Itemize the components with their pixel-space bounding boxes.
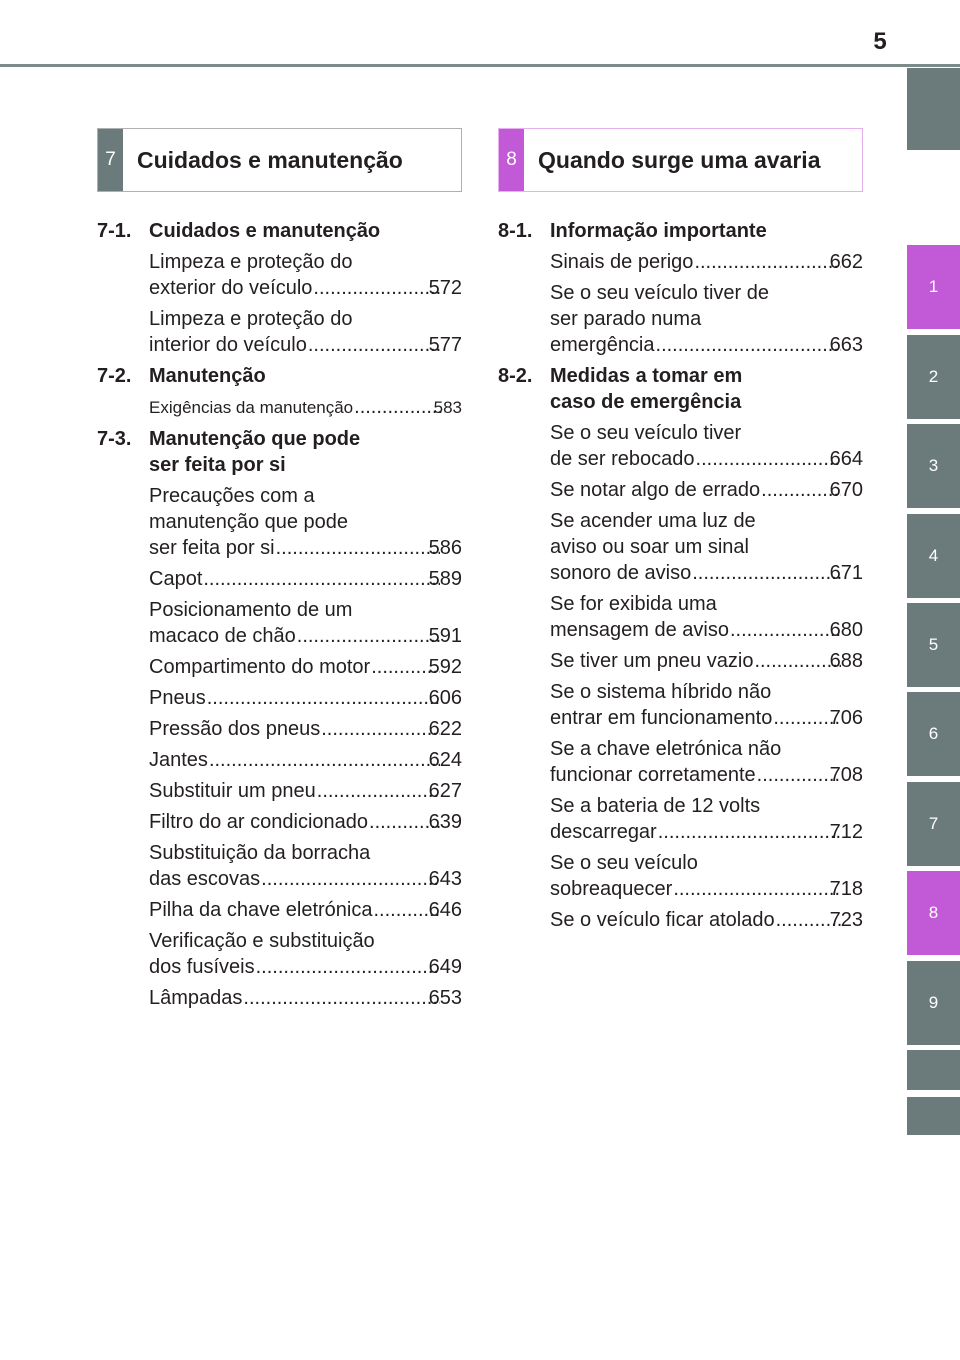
toc-entry-text: Pressão dos pneus (149, 718, 321, 740)
chapter-tab-9[interactable]: 9 (907, 961, 960, 1045)
toc-page-number: 624 (428, 749, 462, 771)
toc-entry-line (550, 679, 863, 705)
toc-entry[interactable] (149, 483, 462, 561)
toc-entry[interactable] (550, 591, 863, 643)
toc-entry-line (550, 332, 863, 358)
toc-entry[interactable] (149, 566, 462, 592)
toc-page-number: 589 (428, 568, 462, 590)
toc-entry-line (550, 819, 863, 845)
chapter-tab-6[interactable]: 6 (907, 692, 960, 776)
section-heading[interactable] (97, 426, 462, 478)
toc-page-number: 586 (428, 537, 462, 559)
toc-page-number: 680 (829, 619, 863, 641)
toc-entry[interactable] (149, 985, 462, 1011)
toc-entry-line (550, 560, 863, 586)
dot-leader (207, 685, 440, 711)
toc-entry[interactable] (149, 716, 462, 742)
dot-leader (243, 985, 439, 1011)
section-title (149, 218, 462, 244)
section-title (149, 363, 462, 389)
toc-page-number: 577 (428, 334, 462, 356)
section-title-line: Manutenção que pode (149, 428, 361, 450)
toc-entry-text: Se acender uma luz de (550, 510, 756, 532)
toc-page-number: 662 (829, 251, 863, 273)
toc-page-number: 664 (829, 448, 863, 470)
toc-entry-text: interior do veículo (149, 334, 307, 356)
toc-entry-text: Se a bateria de 12 volts (550, 795, 761, 817)
chapter-tab-2[interactable]: 2 (907, 335, 960, 419)
toc-entry-line (550, 793, 863, 819)
chapter-number: 8 (499, 129, 524, 191)
toc-entry-text: descarregar (550, 821, 657, 843)
chapter-tab-blank[interactable] (907, 1097, 960, 1135)
toc-entry[interactable] (149, 928, 462, 980)
toc-entry-text: manutenção que pode (149, 511, 349, 533)
toc-entry[interactable] (550, 249, 863, 275)
toc-entry-line (149, 509, 462, 535)
toc-entry[interactable] (550, 679, 863, 731)
toc-entry[interactable] (149, 778, 462, 804)
toc-entry-text: das escovas (149, 868, 261, 890)
toc-entry-line (550, 477, 863, 503)
toc-entry-line (550, 249, 863, 275)
toc-entry-text: Substituição da borracha (149, 842, 371, 864)
chapter-title: Quando surge uma avaria (538, 146, 821, 173)
dot-leader (321, 716, 439, 742)
header-rule (0, 64, 960, 67)
toc-entry[interactable] (149, 897, 462, 923)
toc-entry-line (149, 954, 462, 980)
toc-entry-text: sonoro de aviso (550, 562, 692, 584)
toc-entry-text: dos fusíveis (149, 956, 255, 978)
toc-entry-text: entrar em funcionamento (550, 707, 773, 729)
dot-leader (696, 446, 841, 472)
toc-section (97, 363, 462, 421)
toc-entry-line (149, 716, 462, 742)
toc-entry-text: Compartimento do motor (149, 656, 371, 678)
toc-entry-line (149, 332, 462, 358)
chapter-header (97, 128, 462, 192)
section-heading[interactable] (97, 218, 462, 244)
toc-entry[interactable] (550, 907, 863, 933)
section-title-line: Informação importante (550, 220, 767, 242)
section-number: 7-1. (97, 220, 132, 242)
toc-entry-text: Posicionamento de um (149, 599, 353, 621)
toc-entry[interactable] (550, 280, 863, 358)
toc-entry-text: Pilha da chave eletrónica (149, 899, 373, 921)
toc-entry[interactable] (550, 793, 863, 845)
toc-page-number: 572 (428, 277, 462, 299)
toc-entry-line (550, 762, 863, 788)
toc-page-number: 663 (829, 334, 863, 356)
toc-entry-line (550, 446, 863, 472)
section-list (97, 218, 462, 1011)
section-title (149, 426, 462, 478)
dot-leader (694, 249, 840, 275)
toc-entry-text: funcionar corretamente (550, 764, 756, 786)
toc-page-number: 688 (829, 650, 863, 672)
section-number: 8-1. (498, 220, 533, 242)
toc-page-number: 708 (829, 764, 863, 786)
toc-entry-line (550, 280, 863, 306)
section-title (550, 363, 863, 415)
toc-entry-text: Sinais de perigo (550, 251, 694, 273)
toc-entry-line (149, 654, 462, 680)
toc-entry-line (149, 840, 462, 866)
section-title-line: Cuidados e manutenção (149, 220, 381, 242)
toc-entry[interactable] (550, 420, 863, 472)
toc-entry-text: Limpeza e proteção do (149, 251, 353, 273)
toc-page-number: 718 (829, 878, 863, 900)
toc-entry-text: Jantes (149, 749, 208, 771)
toc-entry-line (149, 483, 462, 509)
chapter-header (498, 128, 863, 192)
chapter-tab-4[interactable]: 4 (907, 514, 960, 598)
dot-leader (313, 275, 439, 301)
chapter-tab-1[interactable]: 1 (907, 245, 960, 329)
section-title-line: ser feita por si (149, 454, 286, 476)
toc-page-number: 646 (428, 899, 462, 921)
toc-entry-line (149, 566, 462, 592)
toc-entry-line (149, 306, 462, 332)
toc-entry-line (149, 623, 462, 649)
toc-entry[interactable] (149, 809, 462, 835)
toc-entry[interactable] (149, 306, 462, 358)
toc-entry[interactable] (149, 597, 462, 649)
dot-leader (761, 477, 840, 503)
section-number: 7-2. (97, 365, 132, 387)
toc-entry[interactable] (550, 508, 863, 586)
page-number: 5 (873, 28, 887, 55)
toc-entry-text: Se o seu veículo (550, 852, 698, 874)
toc-entry-text: Verificação e substituição (149, 930, 375, 952)
toc-entry-line (149, 809, 462, 835)
toc-entry-line (149, 897, 462, 923)
dot-leader (754, 648, 840, 674)
toc-entry-text: macaco de chão (149, 625, 296, 647)
dot-leader (297, 623, 440, 649)
toc-entry-text: exterior do veículo (149, 277, 313, 299)
toc-entry-line (550, 508, 863, 534)
toc-entry-line (550, 306, 863, 332)
dot-leader (658, 819, 841, 845)
section-list (498, 218, 863, 933)
toc-entry-text: Pneus (149, 687, 206, 709)
toc-entry-text: Se for exibida uma (550, 593, 717, 615)
dot-leader (673, 876, 840, 902)
toc-entry-text: Substituir um pneu (149, 780, 316, 802)
toc-entry-text: Capot (149, 568, 203, 590)
toc-entry[interactable] (149, 654, 462, 680)
toc-page-number: 653 (428, 987, 462, 1009)
toc-section (498, 363, 863, 933)
dot-leader (656, 332, 841, 358)
toc-entry[interactable] (550, 850, 863, 902)
chapter-tab-7[interactable]: 7 (907, 782, 960, 866)
toc-entry-text: Filtro do ar condicionado (149, 811, 369, 833)
toc-entry-text: sobreaquecer (550, 878, 673, 900)
toc-entry-line (550, 591, 863, 617)
toc-entry-line (149, 597, 462, 623)
toc-entry-text: Precauções com a (149, 485, 315, 507)
toc-entry-text: de ser rebocado (550, 448, 695, 470)
toc-page-number: 622 (428, 718, 462, 740)
section-title-line: Manutenção (149, 365, 266, 387)
toc-page-number: 671 (829, 562, 863, 584)
toc-entry-line (149, 928, 462, 954)
chapter-tab-8[interactable]: 8 (907, 871, 960, 955)
toc-entry-line (550, 736, 863, 762)
toc-page-number: 670 (829, 479, 863, 501)
chapter-7-column (97, 128, 462, 1016)
toc-entry[interactable] (149, 394, 462, 421)
toc-entry-text: Se o sistema híbrido não (550, 681, 772, 703)
toc-page-number: 639 (428, 811, 462, 833)
toc-entry[interactable] (149, 840, 462, 892)
toc-entry-text: Se tiver um pneu vazio (550, 650, 754, 672)
toc-entry-text: Se o veículo ficar atolado (550, 909, 775, 931)
section-title-line: Medidas a tomar em (550, 365, 743, 387)
toc-entry-line (550, 617, 863, 643)
toc-page-number: 643 (428, 868, 462, 890)
dot-leader (317, 778, 440, 804)
toc-entry-text: Se o seu veículo tiver de (550, 282, 770, 304)
toc-entry-line (550, 420, 863, 446)
toc-page-number: 706 (829, 707, 863, 729)
toc-entry-line (149, 985, 462, 1011)
dot-leader (692, 560, 840, 586)
section-title-line: caso de emergência (550, 391, 742, 413)
toc-entry-line (550, 850, 863, 876)
toc-page-number: 627 (428, 780, 462, 802)
section-number: 8-2. (498, 365, 533, 387)
toc-entry-line (550, 648, 863, 674)
dot-leader (256, 954, 440, 980)
toc-page-number: 583 (433, 398, 462, 417)
dot-leader (276, 535, 440, 561)
chapter-tab-blank[interactable] (907, 68, 960, 150)
dot-leader (354, 394, 444, 420)
chapter-tab-5[interactable]: 5 (907, 603, 960, 687)
toc-entry-line (149, 747, 462, 773)
chapter-number: 7 (98, 129, 123, 191)
toc-entry-text: aviso ou soar um sinal (550, 536, 749, 558)
toc-page-number: 723 (829, 909, 863, 931)
dot-leader (308, 332, 440, 358)
toc-entry-line (149, 249, 462, 275)
section-title (550, 218, 863, 244)
chapter-tab-3[interactable]: 3 (907, 424, 960, 508)
dot-leader (203, 566, 439, 592)
toc-entry-line (550, 705, 863, 731)
toc-section (97, 426, 462, 1011)
chapter-title: Cuidados e manutenção (137, 146, 403, 173)
chapter-tab-blank[interactable] (907, 1050, 960, 1090)
toc-entry[interactable] (550, 736, 863, 788)
toc-entry-line (149, 275, 462, 301)
section-number: 7-3. (97, 428, 132, 450)
toc-entry-text: mensagem de aviso (550, 619, 729, 641)
toc-entry-line (149, 394, 462, 421)
toc-page-number: 591 (428, 625, 462, 647)
toc-entry-line (149, 778, 462, 804)
toc-page-number: 592 (428, 656, 462, 678)
toc-entry[interactable] (550, 648, 863, 674)
toc-entry-text: Se notar algo de errado (550, 479, 761, 501)
toc-entry-line (550, 534, 863, 560)
toc-entry-line (149, 535, 462, 561)
toc-entry-text: Se o seu veículo tiver (550, 422, 742, 444)
chapter-8-column (498, 128, 863, 938)
dot-leader (261, 866, 439, 892)
dot-leader (209, 747, 440, 773)
toc-entry-text: emergência (550, 334, 655, 356)
section-heading[interactable] (498, 218, 863, 244)
toc-entry-line (550, 907, 863, 933)
toc-entry-text: Se a chave eletrónica não (550, 738, 782, 760)
toc-page-number: 606 (428, 687, 462, 709)
toc-entry-text: Limpeza e proteção do (149, 308, 353, 330)
toc-section (498, 218, 863, 358)
toc-entry[interactable] (149, 249, 462, 301)
toc-entry-text: ser feita por si (149, 537, 275, 559)
toc-entry-text: Lâmpadas (149, 987, 243, 1009)
toc-entry-text: ser parado numa (550, 308, 702, 330)
toc-entry[interactable] (149, 747, 462, 773)
toc-entry-line (149, 866, 462, 892)
toc-section (97, 218, 462, 358)
toc-entry-line (550, 876, 863, 902)
dot-leader (730, 617, 841, 643)
toc-entry[interactable] (550, 477, 863, 503)
toc-page-number: 712 (829, 821, 863, 843)
section-heading[interactable] (498, 363, 863, 415)
section-heading[interactable] (97, 363, 462, 389)
toc-entry-line (149, 685, 462, 711)
toc-page-number: 649 (428, 956, 462, 978)
toc-entry-text: Exigências da manutenção (149, 398, 354, 417)
toc-entry[interactable] (149, 685, 462, 711)
dot-leader (757, 762, 841, 788)
